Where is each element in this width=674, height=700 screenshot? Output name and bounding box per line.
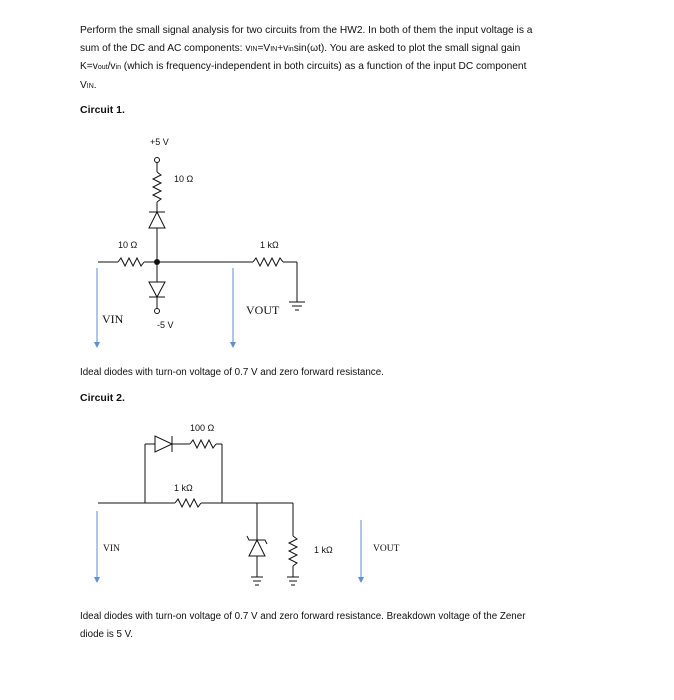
c2-vin-label: VIN [103, 544, 120, 554]
intro-line-4: VIN. [80, 79, 97, 91]
c1-r-top-label: 10 Ω [174, 174, 194, 184]
c1-r-in-label: 10 Ω [118, 240, 138, 250]
c1-resistor-top [153, 172, 161, 202]
c2-note [80, 608, 600, 643]
intro-line-2: sum of the DC and AC components: vIN=VIN+vinsin(ωt). You are asked to plot the small signal gain [80, 42, 521, 54]
c1-supply-neg-label: -5 V [157, 320, 174, 330]
c1-terminal-top [155, 158, 160, 163]
c2-note-line-2: diode is 5 V. [80, 628, 134, 640]
c2-diode-triangle [155, 436, 172, 452]
c2-resistor-load [289, 536, 297, 566]
c2-r-mid-label: 1 kΩ [174, 483, 193, 493]
c1-diode-bottom-triangle [149, 282, 165, 297]
c1-r-out-label: 1 kΩ [260, 240, 279, 250]
circuit2-drawing [98, 436, 299, 585]
c2-zener-triangle [249, 540, 265, 556]
circuit1-drawing [98, 158, 305, 314]
c1-resistor-in [118, 258, 144, 266]
c2-vout-label: VOUT [373, 544, 400, 554]
c2-r-load-label: 1 kΩ [314, 545, 333, 555]
c1-vout-label: VOUT [246, 303, 280, 317]
c1-supply-pos-label: +5 V [150, 137, 169, 147]
c1-note: Ideal diodes with turn-on voltage of 0.7 V and zero forward resistance. [80, 367, 384, 378]
c2-r-top-label: 100 Ω [190, 423, 215, 433]
circuit1-heading: Circuit 1. [80, 104, 125, 116]
c2-resistor-top [190, 440, 216, 448]
c2-resistor-mid [175, 499, 201, 507]
intro-line-3: K=vout/vin (which is frequency-independent in both circuits) as a function of the input DC component [80, 61, 527, 72]
c1-terminal-bottom [155, 309, 160, 314]
c2-note-line-1: Ideal diodes with turn-on voltage of 0.7 V and zero forward resistance. Breakdown voltage of the Zener [80, 611, 526, 622]
c1-resistor-out [253, 258, 283, 266]
c1-vin-label: VIN [102, 312, 124, 326]
c1-diode-top-triangle [149, 212, 165, 228]
circuit2-heading: Circuit 2. [80, 392, 125, 404]
intro-line-1: Perform the small signal analysis for two circuits from the HW2. In both of them the input voltage is a [80, 25, 533, 36]
